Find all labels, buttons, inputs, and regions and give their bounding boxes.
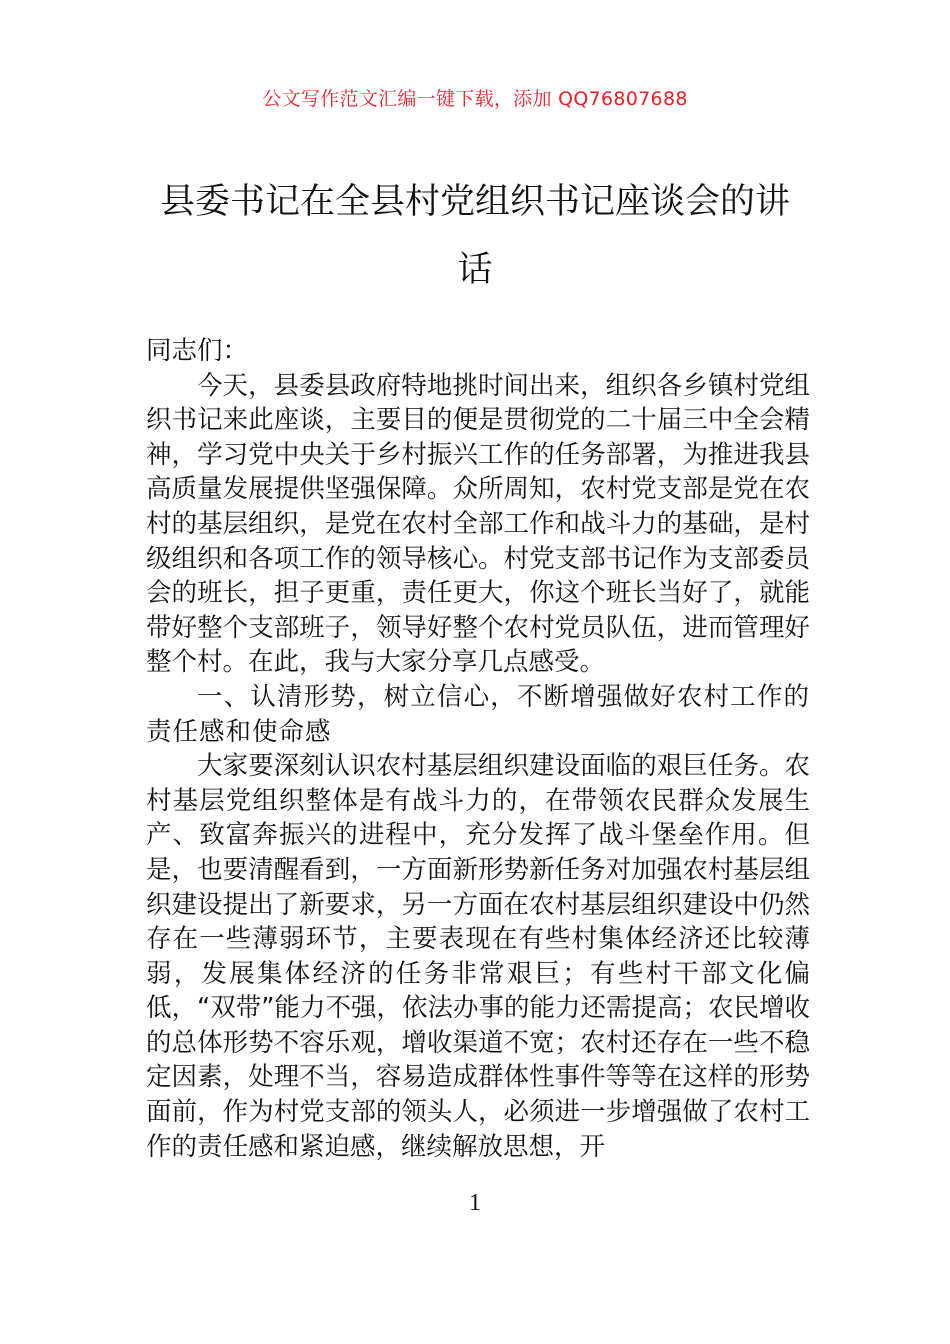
document-title: 县委书记在全县村党组织书记座谈会的讲话 — [159, 182, 790, 290]
document-body — [146, 334, 810, 1164]
paragraph-section-1: 大家要深刻认识农村基层组织建设面临的艰巨任务。农村基层党组织整体是有战斗力的，在带领农民群众发展生产、致富奔振兴的进程中，充分发挥了战斗堡垒作用。但是，也要清醒看到，一方面新形势新任务对加强农村基层组织建设提出了新要求，另一方面在农村基层组织建设中仍然存在一些薄弱环节，主要表现在有些村集体经济还比较薄弱，发展集体经济的任务非常艰巨；有些村干部文化偏低，“双带”能力不强，依法办事的能力还需提高；农民增收的总体形势不容乐观，增收渠道不宽；农村还存在一些不稳定因素，处理不当，容易造成群体性事件等等在这样的形势面前，作为村党支部的领头人，必须进一步增强做了农村工作的责任感和紧迫感，继续解放思想，开 — [146, 751, 810, 1162]
download-banner: 公文写作范文汇编一键下载，添加 QQ76807688 — [262, 88, 688, 110]
salutation: 同志们： — [146, 336, 249, 366]
paragraph-intro: 今天，县委县政府特地挑时间出来，组织各乡镇村党组织书记来此座谈，主要目的便是贯彻党的二十届三中全会精神，学习党中央关于乡村振兴工作的任务部署，为推进我县高质量发展提供坚强保障。众所周知，农村党支部是党在农村的基层组织，是党在农村全部工作和战斗力的基础，是村级组织和各项工作的领导核心。村党支部书记作为支部委员会的班长，担子更重，责任更大，你这个班长当好了，就能带好整个支部班子，领导好整个农村党员队伍，进而管理好整个村。在此，我与大家分享几点感受。 — [146, 370, 810, 678]
page-number: 1 — [469, 1190, 481, 1216]
section-heading-1: 一、认清形势，树立信心，不断增强做好农村工作的责任感和使命感 — [146, 681, 810, 747]
